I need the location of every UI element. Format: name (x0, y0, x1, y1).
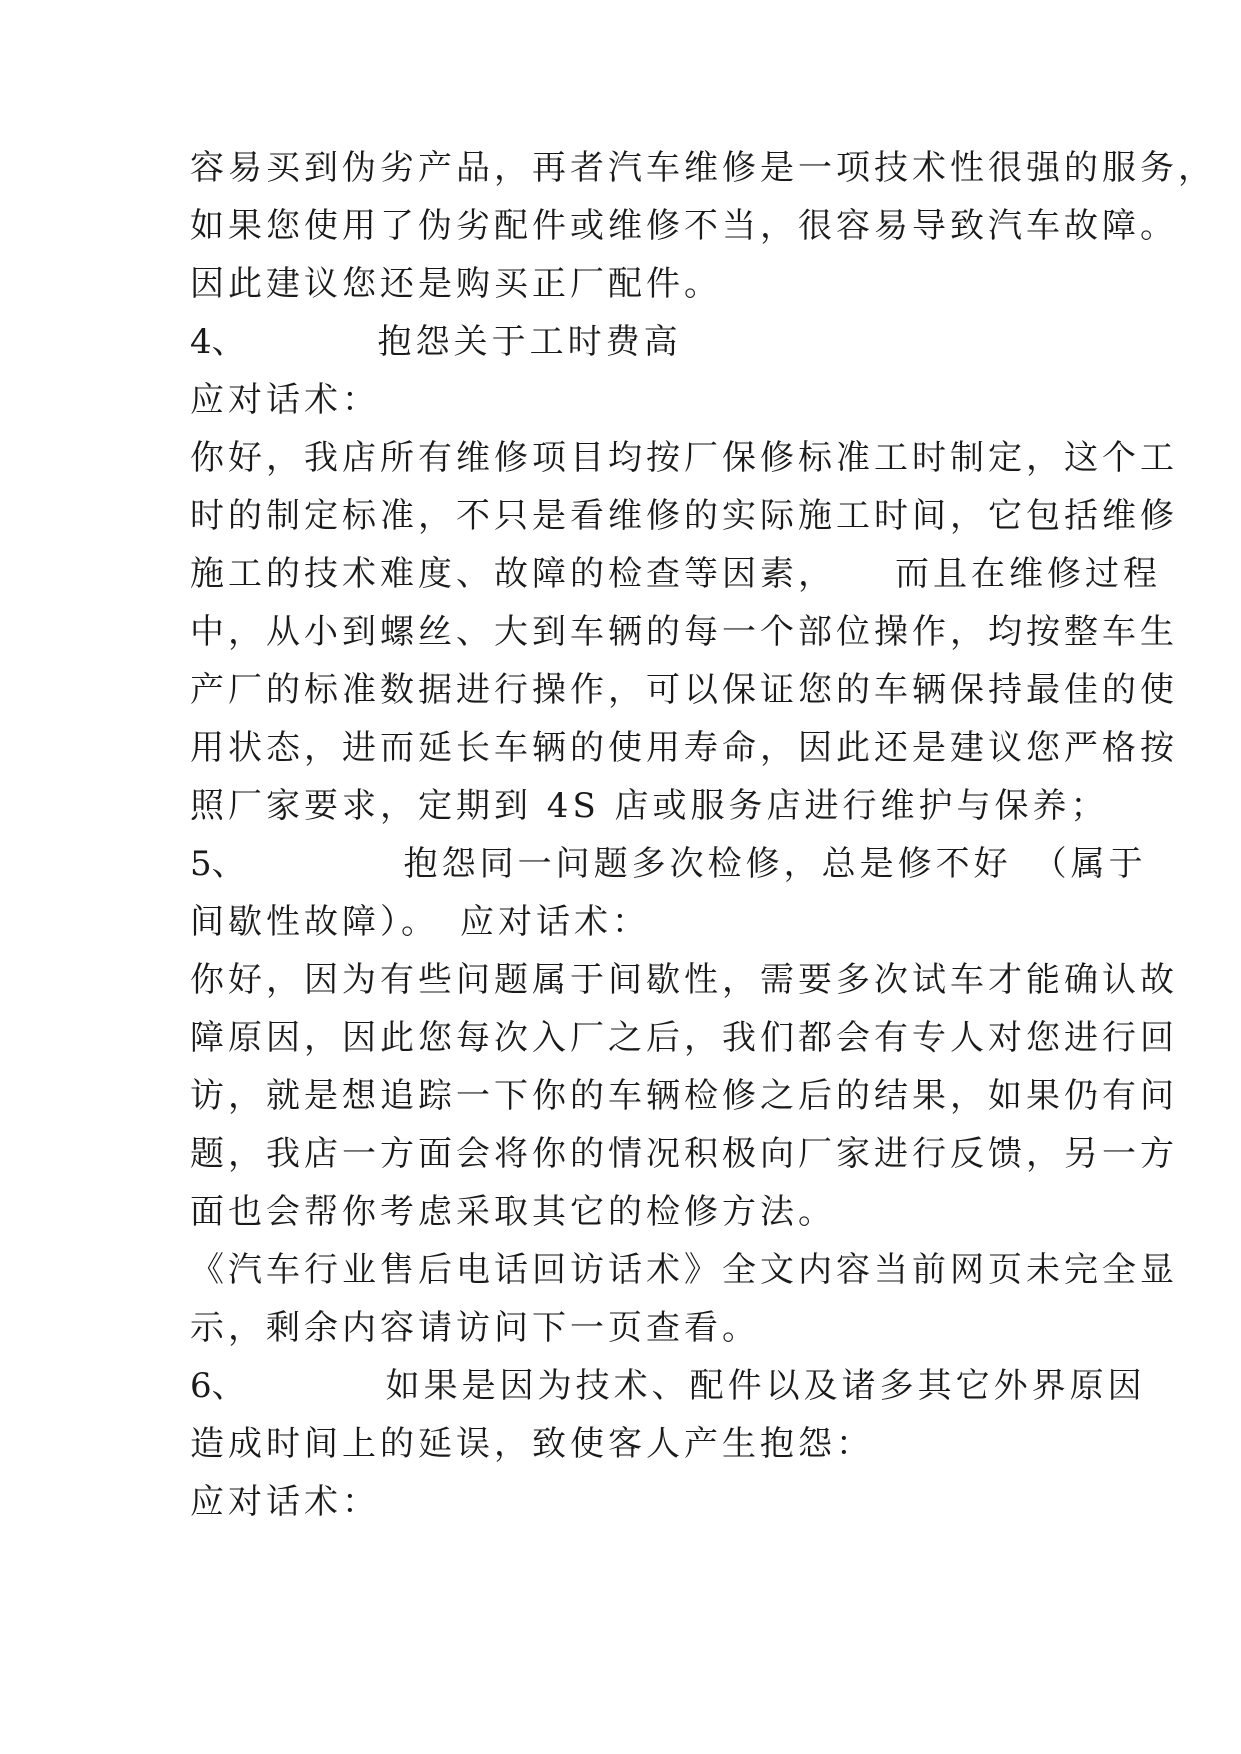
text-line: 《汽车行业售后电话回访话术》全文内容当前网页未完全显 (190, 1250, 1178, 1290)
text-line: 应对话术： (190, 1482, 380, 1522)
item-heading-6 (190, 1361, 1146, 1411)
text-line: 你好，因为有些问题属于间歇性，需要多次试车才能确认故 (190, 960, 1178, 1000)
text-line: 面也会帮你考虑采取其它的检修方法。 (190, 1192, 836, 1232)
text-line: 造成时间上的延误，致使客人产生抱怨： (190, 1424, 874, 1464)
text-line: 容易买到伪劣产品，再者汽车维修是一项技术性很强的服务， (190, 148, 1216, 188)
text-line: 因此建议您还是购买正厂配件。 (190, 264, 722, 304)
text-line: 照厂家要求，定期到 4S 店或服务店进行维护与保养； (190, 786, 1109, 826)
item-number: 5、 (190, 844, 246, 884)
item-title: 抱怨同一问题多次检修，总是修不好 （属于 (403, 844, 1147, 884)
item-heading-4 (190, 317, 1110, 367)
text-line: 题，我店一方面会将你的情况积极向厂家进行反馈，另一方 (190, 1134, 1178, 1174)
item-number: 6、 (190, 1366, 246, 1406)
text-line: 间歇性故障）。 应对话术： (190, 902, 650, 942)
text-line: 访，就是想追踪一下你的车辆检修之后的结果，如果仍有问 (190, 1076, 1178, 1116)
text-line: 示，剩余内容请访问下一页查看。 (190, 1308, 760, 1348)
item-heading-5 (190, 839, 1147, 889)
text-line: 产厂的标准数据进行操作，可以保证您的车辆保持最佳的使 (190, 670, 1178, 710)
text-line: 用状态，进而延长车辆的使用寿命，因此还是建议您严格按 (190, 728, 1178, 768)
text-line: 时的制定标准，不只是看维修的实际施工时间，它包括维修 (190, 496, 1178, 536)
text-line: 施工的技术难度、故障的检查等因素， 而且在维修过程 (190, 554, 1161, 594)
item-title: 抱怨关于工时费高 (377, 322, 682, 362)
text-line: 中，从小到螺丝、大到车辆的每一个部位操作，均按整车生 (190, 612, 1178, 652)
text-line: 应对话术： (190, 380, 380, 420)
text-line: 障原因，因此您每次入厂之后，我们都会有专人对您进行回 (190, 1018, 1178, 1058)
text-line: 你好，我店所有维修项目均按厂保修标准工时制定，这个工 (190, 438, 1178, 478)
item-number: 4、 (190, 322, 246, 362)
text-line: 如果您使用了伪劣配件或维修不当，很容易导致汽车故障。 (190, 206, 1178, 246)
item-title: 如果是因为技术、配件以及诸多其它外界原因 (385, 1366, 1146, 1406)
